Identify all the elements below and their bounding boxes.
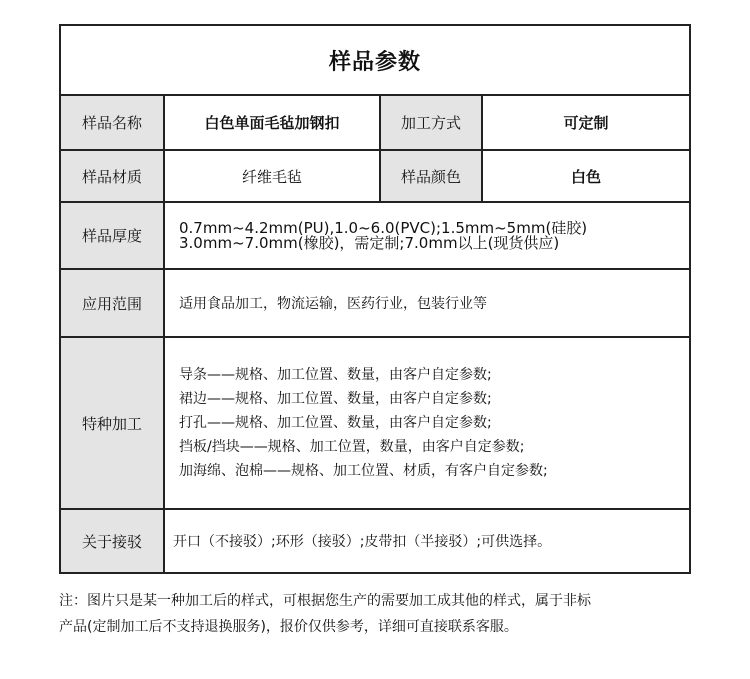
label-joint: 关于接驳 — [61, 510, 165, 572]
footnote-line-2: 产品(定制加工后不支持退换服务)，报价仅供参考，详细可直接联系客服。 — [59, 619, 518, 635]
feature-line-3: 打孔——规格、加工位置、数量，由客户自定参数; — [179, 415, 492, 431]
value-application: 适用食品加工，物流运输，医药行业，包装行业等 — [179, 296, 487, 312]
label-sample-color: 样品颜色 — [379, 151, 483, 201]
row-sample-name — [61, 96, 689, 151]
value-sample-material: 纤维毛毡 — [241, 167, 302, 186]
label-sample-thickness: 样品厚度 — [61, 203, 165, 268]
row-sample-thickness — [61, 203, 689, 270]
feature-line-2: 裙边——规格、加工位置、数量，由客户自定参数; — [179, 391, 492, 407]
value-joint: 开口（不接驳）;环形（接驳）;皮带扣（半接驳）;可供选择。 — [173, 534, 552, 550]
value-sample-thickness — [165, 203, 689, 268]
feature-line-1: 导条——规格、加工位置、数量，由客户自定参数; — [179, 367, 492, 383]
label-processing-method: 加工方式 — [379, 96, 483, 149]
table-title: 样品参数 — [328, 49, 421, 75]
table-title-row — [61, 26, 689, 96]
row-application — [61, 270, 689, 338]
feature-line-5: 加海绵、泡棉——规格、加工位置、材质，有客户自定参数; — [179, 463, 548, 479]
label-sample-material: 样品材质 — [61, 151, 165, 201]
footnote-line-1: 注：图片只是某一种加工后的样式，可根据您生产的需要加工成其他的样式，属于非标 — [59, 593, 591, 609]
parameter-table — [59, 24, 691, 574]
value-sample-color: 白色 — [570, 167, 601, 186]
value-special-processing — [165, 338, 689, 508]
label-special-processing: 特种加工 — [61, 338, 165, 508]
thickness-line-2: 3.0mm~7.0mm(橡胶)，需定制;7.0mm以上(现货供应) — [179, 233, 560, 252]
label-sample-name: 样品名称 — [61, 96, 165, 149]
thickness-line-1: 0.7mm~4.2mm(PU),1.0~6.0(PVC);1.5mm~5mm(硅胶) — [179, 218, 588, 237]
feature-line-4: 挡板/挡块——规格、加工位置，数量，由客户自定参数; — [179, 439, 525, 455]
row-sample-material — [61, 151, 689, 203]
footnote — [59, 588, 699, 640]
value-processing-method: 可定制 — [563, 114, 609, 132]
row-special-processing — [61, 338, 689, 510]
label-application: 应用范围 — [61, 270, 165, 336]
value-sample-name: 白色单面毛毡加钢扣 — [204, 114, 340, 132]
row-joint — [61, 510, 689, 572]
